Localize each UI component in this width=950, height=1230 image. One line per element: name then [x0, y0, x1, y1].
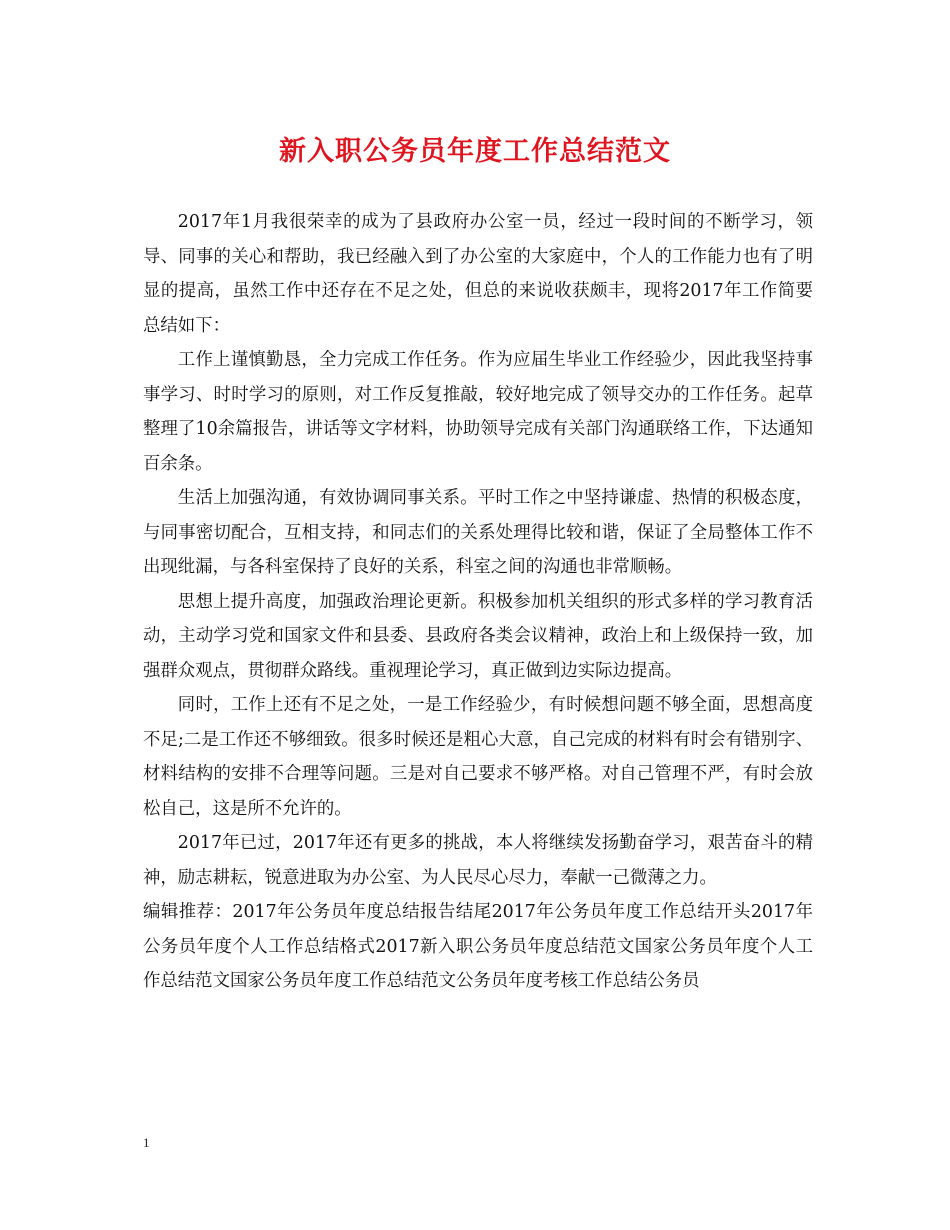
page-number: 1 — [143, 1135, 150, 1150]
paragraph-work: 工作上谨慎勤恳，全力完成工作任务。作为应届生毕业工作经验少，因此我坚持事事学习、时时学习的原则，对工作反复推敲，较好地完成了领导交办的工作任务。起草整理了10余篇报告，讲话等文字材料，协助领导完成有关部门沟通联络工作，下达通知百余条。 — [143, 350, 813, 474]
paragraph-outlook: 2017年已过，2017年还有更多的挑战，本人将继续发扬勤奋学习，艰苦奋斗的精神，励志耕耘，锐意进取为办公室、为人民尽心尽力，奉献一己微薄之力。 — [143, 833, 813, 888]
document-body — [143, 205, 813, 999]
paragraph-intro: 2017年1月我很荣幸的成为了县政府办公室一员，经过一段时间的不断学习，领导、同事的关心和帮助，我已经融入到了办公室的大家庭中，个人的工作能力也有了明显的提高，虽然工作中还存在不足之处，但总的来说收获颇丰，现将2017年工作简要总结如下： — [143, 212, 813, 336]
document-title: 新入职公务员年度工作总结范文 — [279, 136, 671, 167]
paragraph-life: 生活上加强沟通，有效协调同事关系。平时工作之中坚持谦虚、热情的积极态度，与同事密切配合，互相支持，和同志们的关系处理得比较和谐，保证了全局整体工作不出现纰漏，与各科室保持了良好的关系，科室之间的沟通也非常顺畅。 — [143, 488, 813, 577]
paragraph-shortcomings: 同时，工作上还有不足之处，一是工作经验少，有时候想问题不够全面，思想高度不足;二是工作还不够细致。很多时候还是粗心大意，自己完成的材料有时会有错别字、材料结构的安排不合理等问题。三是对自己要求不够严格。对自己管理不严，有时会放松自己，这是所不允许的。 — [143, 695, 813, 819]
editor-recommendation: 编辑推荐：2017年公务员年度总结报告结尾2017年公务员年度工作总结开头2017年公务员年度个人工作总结格式2017新入职公务员年度总结范文国家公务员年度个人工作总结范文国家公务员年度工作总结范文公务员年度考核工作总结公务员 — [143, 902, 813, 991]
paragraph-thought: 思想上提升高度，加强政治理论更新。积极参加机关组织的形式多样的学习教育活动，主动学习党和国家文件和县委、县政府各类会议精神，政治上和上级保持一致，加强群众观点，贯彻群众路线。重视理论学习，真正做到边实际边提高。 — [143, 591, 813, 681]
